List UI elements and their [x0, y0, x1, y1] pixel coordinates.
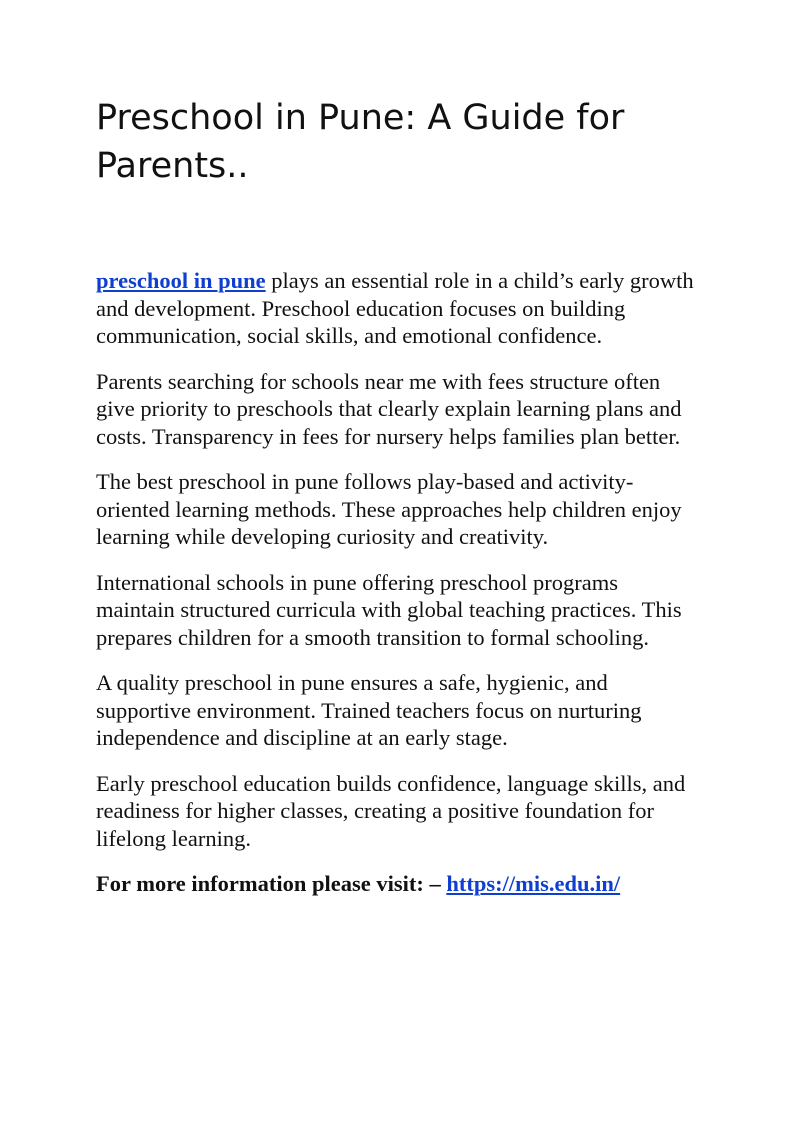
article-body [96, 267, 696, 916]
paragraph-intro-text: plays an essential role in a child’s early growth and development. Preschool education focuses on building communication, social skills, and emotional confidence. [96, 268, 694, 348]
paragraph-environment: A quality preschool in pune ensures a safe, hygienic, and supportive environment. Trained teachers focus on nurturing independence and discipline at an early stage. [96, 670, 642, 750]
paragraph-intro [96, 267, 696, 350]
preschool-in-pune-link[interactable]: preschool in pune [96, 268, 266, 293]
paragraph-fees: Parents searching for schools near me with fees structure often give priority to preschools that clearly explain learning plans and costs. Transparency in fees for nursery helps families plan better. [96, 368, 682, 449]
more-info-line [96, 870, 696, 898]
paragraph-learning-methods: The best preschool in pune follows play-based and activity-oriented learning methods. These approaches help children enjoy learning while developing curiosity and creativity. [96, 469, 682, 549]
more-info-label: For more information please visit: – [96, 871, 447, 896]
paragraph-international-schools: International schools in pune offering preschool programs maintain structured curricula with global teaching practices. This prepares children for a smooth transition to formal schooling. [96, 569, 682, 650]
website-link[interactable]: https://mis.edu.in/ [446, 871, 621, 896]
document-title: Preschool in Pune: A Guide for Parents.. [96, 98, 625, 186]
paragraph-foundation: Early preschool education builds confidence, language skills, and readiness for higher classes, creating a positive foundation for lifelong learning. [96, 770, 686, 851]
